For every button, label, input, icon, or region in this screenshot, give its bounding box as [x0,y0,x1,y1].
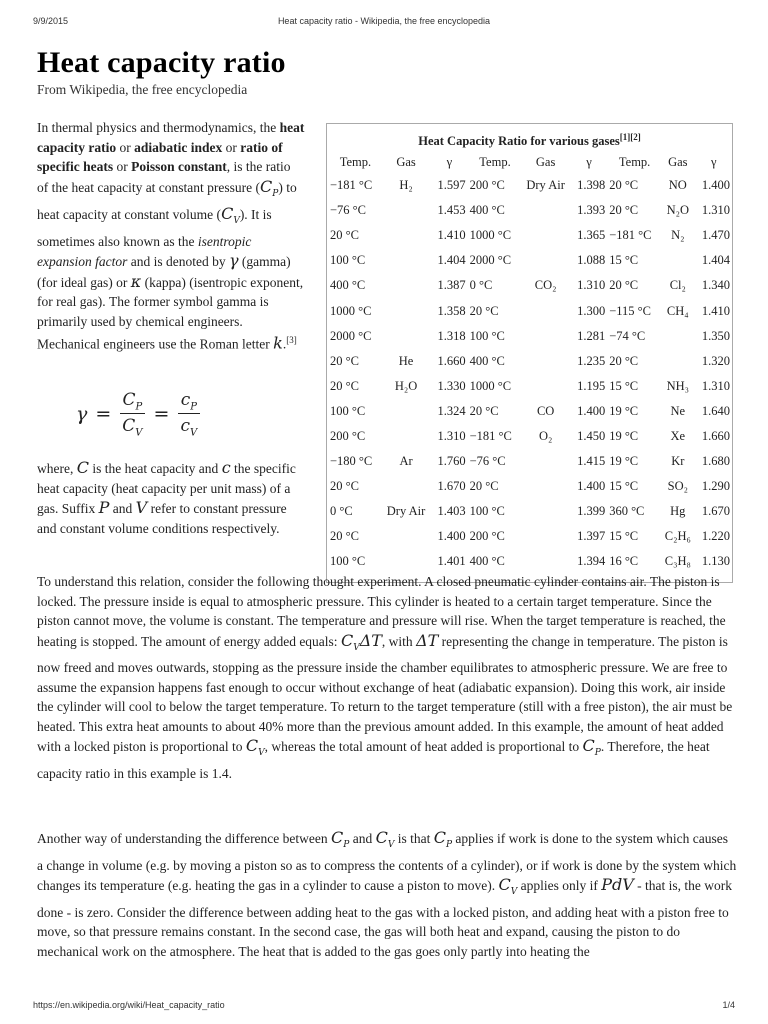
temperature-cell: 20 °C [469,479,499,494]
math-P: P [98,498,110,517]
temperature-cell: 20 °C [330,228,359,243]
gamma-cell: 1.130 [701,554,730,569]
gas-cell: NH₃ [666,378,689,393]
intro-text: or [116,139,135,155]
gamma-cell: 1.310 [701,378,730,393]
gamma-cell: 1.320 [701,353,730,368]
gamma-cell: 1.670 [701,504,730,519]
gamma-cell: 1.281 [577,328,606,343]
gas-cell [521,223,569,248]
gas-cell: N₂O [666,203,689,218]
gamma-cell: 1.318 [437,328,466,343]
gas-cell [382,424,430,449]
gas-cell [661,324,695,349]
another-text: Another way of understanding the difference between [37,831,332,846]
gas-cell [521,374,569,399]
table-header-cell: Temp. [618,154,651,169]
table-row [329,298,733,323]
gamma-cell: 1.400 [577,479,606,494]
temperature-cell: 100 °C [330,554,366,569]
thought-text: , whereas the total amount of heat added is proportional to [264,739,583,755]
table-header-row [329,151,733,173]
temperature-cell: 400 °C [469,203,505,218]
intro-text: ) to heat capacity at constant volume ( [37,179,297,223]
math-subscript: P [445,840,453,851]
gamma-cell: 1.410 [701,303,730,318]
temperature-cell: 1000 °C [469,378,512,393]
intro-paragraph [37,118,305,354]
table-header-cell: γ [586,154,592,169]
gamma-cell: 1.310 [701,203,730,218]
gamma-cell: 1.597 [437,178,466,193]
where-text: and [109,501,136,516]
where-text: refer to constant pressure and constant volume conditions respectively. [37,501,287,536]
table-row [329,399,733,424]
table-row [329,424,733,449]
gas-cell: N₂ [671,228,685,243]
another-text: - that is, the work done - is zero. Consider the difference between adding heat to the gas with a locked piston, and adding heat with a piston free to move, so that pressure remains constant. In the second case, the gas will both heat and expand, causing the piston to do mechanical work on the atmosphere. The heat that is added to the gas goes only partly into heating the [37,878,733,959]
gamma-cell: 1.300 [577,303,606,318]
gamma-cell: 1.324 [437,403,466,418]
gamma-cell: 1.410 [437,228,466,243]
another-way-paragraph [37,828,737,961]
gamma-cell: 1.670 [437,479,466,494]
math-symbol: c [180,416,190,437]
gamma-cell: 1.404 [701,253,730,268]
gamma-cell: 1.088 [577,253,606,268]
math-symbol: c [180,390,191,410]
temperature-cell: −76 °C [469,454,506,469]
temperature-cell: 15 °C [609,529,639,544]
math-cp [433,828,453,851]
gamma-cell: 1.399 [577,504,606,519]
gas-cell: Kr [671,454,685,469]
math-symbol: C [433,828,446,847]
gas-cell [521,349,569,374]
gas-cell [521,549,569,574]
math-symbol: C [375,828,388,847]
gas-cell: Cl₂ [669,278,686,293]
math-cv [245,736,265,759]
math-subscript: V [135,427,143,439]
gamma-cell: 1.393 [577,203,606,218]
gamma-cell: 1.400 [577,403,606,418]
math-subscript: P [272,188,279,199]
thought-text: To understand this relation, consider the following thought experiment. A closed pneumatic cylinder contains air. The piston is locked. The pressure inside is equal to atmospheric pressure. This cylinder is heated to a certain target temperature. Since the piston cannot move, the volume is constant. The temperature and pressure will rise. When the target temperature is reached, the heating is stopped. The amount of energy added equals: [37,574,726,649]
term-adiabatic-index: adiabatic index [134,139,223,155]
gamma-cell: 1.401 [437,554,466,569]
temperature-cell: 20 °C [609,178,639,193]
temperature-cell: 19 °C [609,403,639,418]
math-cv [498,875,518,898]
temperature-cell: −76 °C [330,203,367,218]
print-page-title: Heat capacity ratio - Wikipedia, the free encyclopedia [277,16,491,26]
gas-cell [521,298,569,323]
another-text: applies only if [517,878,602,894]
intro-text: . [282,336,287,352]
temperature-cell: 100 °C [469,328,505,343]
term-poisson-constant: Poisson constant [131,159,227,174]
temperature-cell: 16 °C [609,554,639,569]
gamma-cell: 1.760 [437,454,466,469]
gamma-cell: 1.450 [577,428,606,443]
math-symbol: C [221,204,234,224]
gamma-cell: 1.340 [701,278,730,293]
math-symbol: C [260,176,273,196]
gamma-cell: 1.640 [701,403,730,418]
gas-cell [382,324,430,349]
gas-cell [661,349,695,374]
temperature-cell: 2000 °C [330,328,372,343]
math-gamma: γ [228,251,239,271]
math-symbol: C [245,736,259,756]
fraction-denominator [177,414,200,438]
gamma-cell: 1.415 [577,454,606,469]
temperature-cell: 19 °C [609,454,639,469]
gamma-cell: 1.310 [437,428,466,443]
table-row [329,324,733,349]
temperature-cell: 20 °C [609,278,639,293]
gamma-cell: 1.394 [577,554,606,569]
thought-experiment-paragraph [37,572,737,783]
math-cp [331,828,350,851]
another-text: and [349,831,376,846]
gamma-cell: 1.330 [437,378,466,393]
temperature-cell: 20 °C [330,378,359,393]
gas-cell: O₂ [538,428,553,443]
temperature-cell: −115 °C [609,303,651,318]
formula-equals: = [153,403,170,426]
math-subscript: P [190,401,197,413]
gas-cell: H₂ [399,178,413,193]
temperature-cell: 100 °C [469,504,505,519]
table-caption [327,132,732,149]
formula-fraction-capital [119,390,145,439]
gamma-cell: 1.453 [437,203,466,218]
where-text: the specific heat capacity (heat capacity per unit mass) of a gas. Suffix [37,461,296,516]
gas-cell: Hg [670,504,686,519]
math-C: C [76,458,89,477]
gas-cell: Ne [670,403,686,418]
math-subscript: V [233,216,240,227]
temperature-cell: 1000 °C [469,228,512,243]
table-header-cell: γ [446,154,453,169]
math-subscript: V [258,748,265,759]
table-row [329,223,733,248]
intro-text: or [222,139,241,155]
gamma-cell: 1.235 [577,353,606,368]
formula-fraction-specific [177,390,200,439]
temperature-cell: 15 °C [609,378,639,393]
gamma-cell: 1.660 [701,428,730,443]
fraction-denominator [119,414,145,438]
gamma-cell: 1.195 [577,378,606,393]
intro-text: (gamma)(for ideal gas) or [37,254,291,290]
temperature-cell: 20 °C [330,529,359,544]
another-text: is that [394,831,434,846]
print-date: 9/9/2015 [33,16,69,26]
gas-cell: Dry Air [386,504,426,519]
math-subscript: V [387,840,395,851]
math-symbol: C [122,390,136,410]
temperature-cell: 20 °C [330,479,359,494]
gas-cell: Ar [399,454,413,469]
table-row [329,198,733,223]
temperature-cell: 200 °C [469,529,505,544]
temperature-cell: 100 °C [330,253,366,268]
temperature-cell: −180 °C [330,454,373,469]
gas-cell [382,549,430,574]
fraction-numerator [120,390,146,414]
gamma-cell: 1.400 [701,178,730,193]
gamma-cell: 1.660 [437,353,466,368]
temperature-cell: 200 °C [330,428,366,443]
table-row [329,524,733,549]
gas-cell [661,248,695,273]
temperature-cell: 100 °C [330,403,366,418]
math-cv [375,828,395,851]
math-subscript: P [594,748,601,759]
intro-text: , is the ratio of the heat capacity at constant pressure ( [37,159,291,195]
intro-text: or [113,159,132,174]
intro-text: (kappa) (isentropic exponent, for real gas). The former symbol gamma is primarily used by chemical engineers. Mechanical engineers use the Roman letter [37,274,304,352]
table-row [329,474,733,499]
citation-link[interactable]: [1][2] [619,132,641,142]
gamma-cell: 1.398 [577,178,606,193]
table-row [329,173,733,198]
gas-cell: NO [668,178,687,193]
table-header-cell: Temp. [339,154,372,169]
gas-cell [521,499,569,524]
temperature-cell: 20 °C [609,203,639,218]
temperature-cell: 200 °C [469,178,505,193]
gas-cell [521,449,569,474]
term-ratio-of-specific-heats: ratio of specific heats [37,139,283,174]
term-isentropic-expansion-factor: isentropic expansion factor [37,233,252,270]
temperature-cell: 15 °C [609,479,639,494]
where-text: is the heat capacity and [88,461,222,476]
temperature-cell: 400 °C [469,353,505,368]
math-subscript: V [189,427,198,439]
gas-cell [521,248,569,273]
formula-gamma: γ [76,403,88,426]
math-symbol: C [122,416,136,437]
gas-cell [521,324,569,349]
gamma-cell: 1.365 [577,228,606,243]
table-row [329,248,733,273]
temperature-cell: 0 °C [469,278,493,293]
temperature-cell: −74 °C [609,328,646,343]
gas-cell [382,223,430,248]
temperature-cell: −181 °C [609,228,652,243]
temperature-cell: 20 °C [469,403,499,418]
temperature-cell: 400 °C [469,554,505,569]
temperature-cell: 20 °C [330,353,359,368]
math-V: V [135,498,148,517]
table-row [329,549,733,574]
temperature-cell: −181 °C [469,428,512,443]
table-header-cell: Gas [535,154,556,169]
thought-text: , with [381,633,417,649]
temperature-cell: 400 °C [330,278,366,293]
math-cp [582,736,601,759]
gas-cell: Xe [670,428,686,443]
table-header-cell: Gas [668,154,688,169]
gas-cell: SO₂ [667,479,688,494]
math-k: k [273,333,283,353]
gas-cell [382,399,430,424]
gamma-cell: 1.400 [437,529,466,544]
temperature-cell: 20 °C [609,353,639,368]
gas-cell [382,474,430,499]
table-header-cell: Gas [396,154,416,169]
formula-equals: = [95,403,112,426]
math-subscript: P [343,840,350,851]
gamma-cell: 1.397 [577,529,606,544]
gas-cell [382,524,430,549]
gas-cell: C₂H₆ [664,529,691,544]
gas-cell [382,298,430,323]
math-c: c [221,458,231,477]
math-subscript: P [135,401,143,413]
from-wikipedia-tagline: From Wikipedia, the free encyclopedia [37,82,248,97]
gas-cell [382,248,430,273]
temperature-cell: 1000 °C [330,303,372,318]
math-kappa: κ [130,271,142,291]
temperature-cell: 19 °C [609,428,639,443]
gamma-cell: 1.470 [701,228,730,243]
intro-text: In thermal physics and thermodynamics, the [37,120,280,135]
gamma-cell: 1.290 [701,479,730,494]
gas-cell [521,474,569,499]
gamma-cell: 1.404 [437,253,466,268]
table-row [329,449,733,474]
gamma-cell: 1.220 [701,529,730,544]
gamma-cell: 1.387 [437,278,466,293]
table-caption-text: Heat Capacity Ratio for various gases [418,134,620,149]
gamma-cell: 1.358 [437,303,466,318]
math-cv-delta-t [340,630,382,653]
another-text: applies if work is done to the system which causes a change in volume (e.g. by moving a piston so as to compress the contents of a cylinder), or if work is done by the system which changes its temperature (e.g. heating the gas in a cylinder to cause a piston to move). [37,831,737,894]
math-symbol: C [582,736,595,756]
temperature-cell: 0 °C [330,504,353,519]
temperature-cell: 20 °C [469,303,499,318]
table-header-cell: Temp. [479,154,511,169]
temperature-cell: 2000 °C [469,253,512,268]
where-paragraph [37,458,309,538]
thought-text: . Therefore, the heat capacity ratio in this example is 1.4. [37,739,710,781]
gas-cell: CH₄ [666,303,689,318]
fraction-numerator [178,390,200,414]
temperature-cell: −181 °C [330,178,373,193]
heat-capacity-infobox [326,123,733,583]
page-title: Heat capacity ratio [37,46,286,79]
math-cp [260,176,279,199]
print-footer [33,1000,735,1014]
thought-text: representing the change in temperature. The piston is now freed and moves outwards, stopping as the pressure inside the chamber equilibrates to atmospheric pressure. We are free to assume the expansion happens fast enough to occur without exchange of heat (adiabatic expansion). Doing this work, air inside the cylinder will cool to below the target temperature. To return to the target temperature (still with a free piston), the air must be heated. This extra heat amounts to about 40% more than the previous amount added. In this example, the amount of heat added with a locked piston is proportional to [37,633,733,755]
gas-cell [521,198,569,223]
gas-cell: CO₂ [534,278,557,293]
math-symbol: ΔT [359,630,382,650]
gas-cell: C₃H₈ [664,554,691,569]
math-pdv: PdV [601,875,634,895]
math-symbol: C [331,828,344,847]
table-row [329,349,733,374]
citation-link[interactable]: [3] [286,335,297,346]
gas-cell [382,273,430,298]
intro-text: ). It is sometimes also known as the [37,207,272,249]
gas-cell: CO [536,403,555,418]
gamma-cell: 1.310 [577,278,606,293]
math-delta-t: ΔT [416,630,439,650]
print-page-number: 1/4 [722,1000,735,1010]
print-header [33,16,735,30]
math-symbol: C [498,875,511,895]
table-row [329,499,733,524]
term-heat-capacity-ratio: heat capacity ratio [37,120,305,155]
gamma-cell: 1.350 [701,328,730,343]
gas-ratio-table [329,151,733,575]
math-symbol: C [340,630,354,650]
gamma-formula [76,390,200,439]
temperature-cell: 15 °C [609,253,639,268]
gas-cell [521,524,569,549]
math-subscript: V [510,887,518,898]
math-subscript: V [353,642,360,653]
where-text: where, [37,461,77,476]
gas-cell: He [398,353,414,368]
temperature-cell: 360 °C [609,504,645,519]
gas-cell: H₂O [394,378,418,393]
gas-cell: Dry Air [526,178,565,193]
math-cv [221,204,240,227]
gamma-cell: 1.403 [437,504,466,519]
gamma-cell: 1.680 [701,454,730,469]
print-url: https://en.wikipedia.org/wiki/Heat_capacity_ratio [33,1000,225,1010]
table-row [329,374,733,399]
table-row [329,273,733,298]
intro-text: and is denoted by [127,254,229,270]
table-header-cell: γ [711,154,717,169]
gas-cell [382,198,430,223]
